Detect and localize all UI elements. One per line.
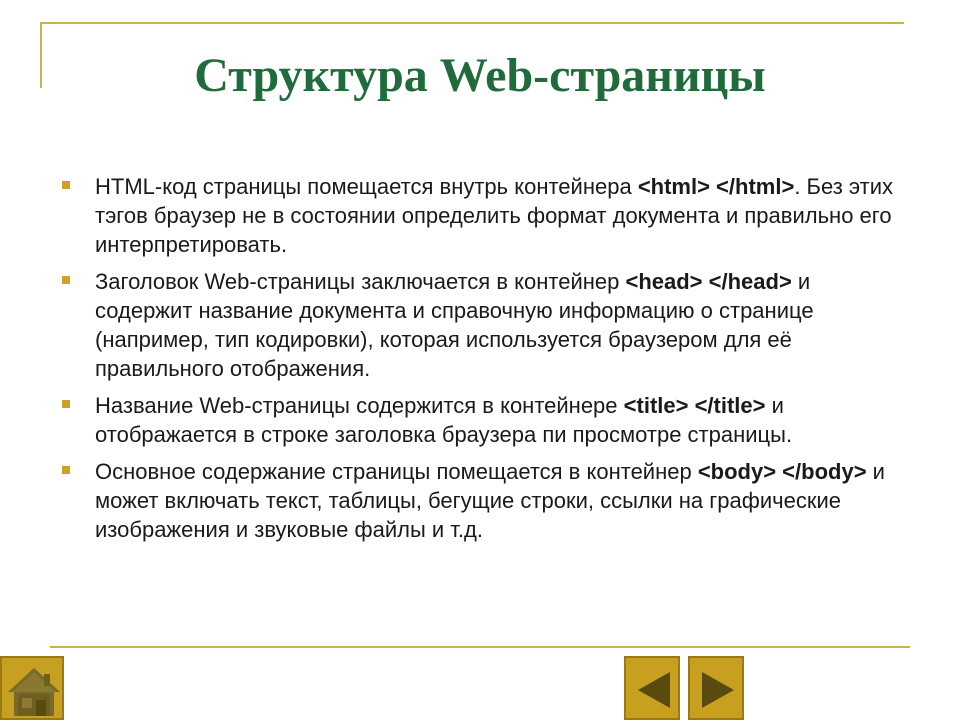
next-slide-button[interactable] <box>688 656 744 720</box>
footer-divider <box>50 646 910 648</box>
bullet-list <box>62 172 912 552</box>
bullet-item <box>62 457 912 544</box>
home-button[interactable] <box>0 656 64 720</box>
bullet-marker-icon <box>62 276 70 284</box>
bullet-item <box>62 172 912 259</box>
previous-slide-button[interactable] <box>624 656 680 720</box>
bullet-marker-icon <box>62 466 70 474</box>
bullet-marker-icon <box>62 181 70 189</box>
bullet-item <box>62 391 912 449</box>
home-icon <box>2 658 66 722</box>
frame-top-line <box>40 22 904 24</box>
bullet-item <box>62 267 912 383</box>
triangle-left-icon <box>626 658 682 722</box>
bullet-marker-icon <box>62 400 70 408</box>
slide-title: Структура Web-страницы <box>194 49 766 102</box>
triangle-right-icon <box>690 658 746 722</box>
bullet-text: Заголовок Web-страницы заключается в контейнер <head> </head> и содержит название документа и справочную информацию о странице (например, тип кодировки), которая используется браузером для её правильного отображения. <box>95 269 814 381</box>
bullet-text: Основное содержание страницы помещается в контейнер <body> </body> и может включать текст, таблицы, бегущие строки, ссылки на графические изображения и звуковые файлы и т.д. <box>95 459 885 542</box>
bullet-text: HTML-код страницы помещается внутрь контейнера <html> </html>. Без этих тэгов браузер не в состоянии определить формат документа и правильно его интерпретировать. <box>95 174 894 257</box>
bullet-text: Название Web-страницы содержится в контейнере <title> </title> и отображается в строке заголовка браузера пи просмотре страницы. <box>95 393 793 447</box>
